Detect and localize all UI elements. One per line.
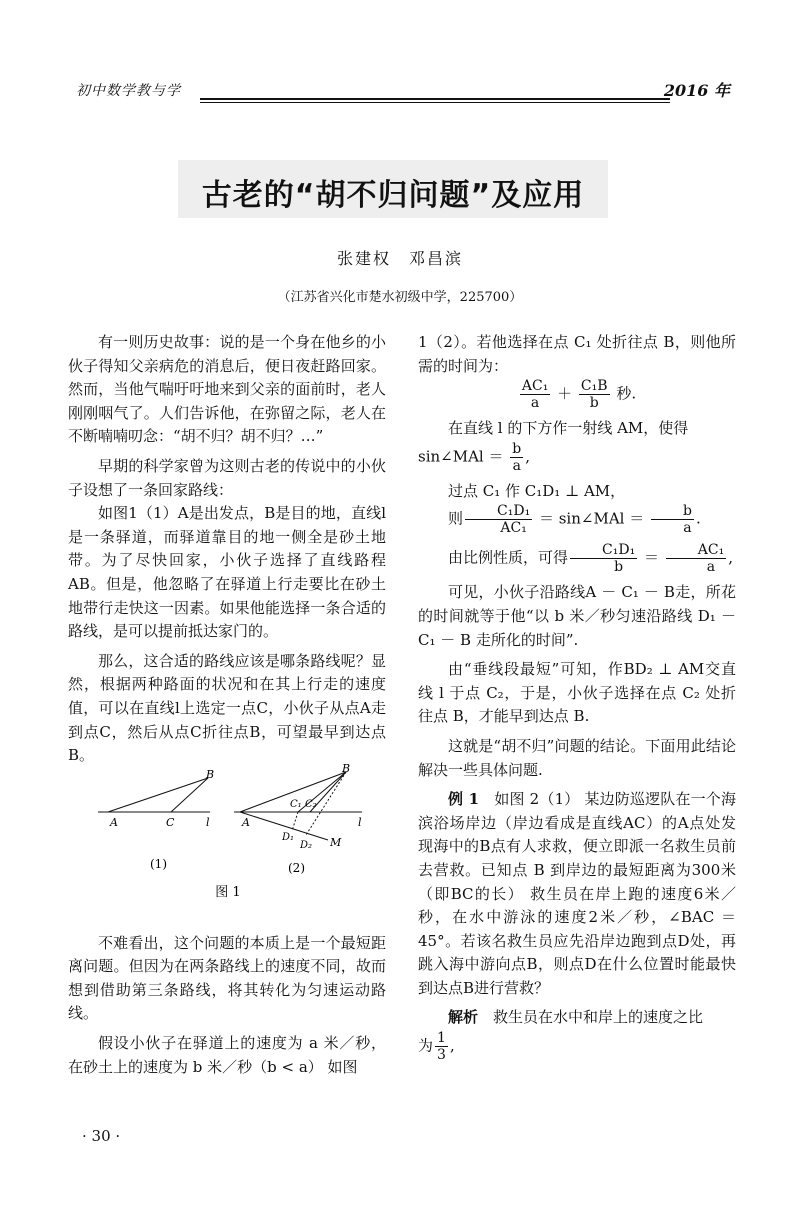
fraction: $\frac{\text{AC₁}}{a}$ (666, 542, 726, 575)
authors: 张建权 邓昌滨 (336, 249, 463, 268)
page-number: · 30 · (82, 1127, 121, 1145)
segment-ab-1 (108, 778, 208, 812)
analysis-paragraph: 解析 救生员在水中和岸上的速度之比 (448, 1008, 704, 1027)
equation-ratio-result: 为 $\frac{1}{3}$ , (418, 1030, 455, 1064)
paragraph: 早期的科学家曾为这则古老的传说中的小伙子设想了一条回家路线： (68, 456, 386, 499)
journal-name: 初中数学教与学 (76, 83, 181, 99)
equation-sin: sin∠MAl ＝ $\frac{b}{a}$ , (418, 440, 531, 474)
fraction: $\frac{b}{a}$ (512, 440, 522, 474)
label-a1: A (110, 815, 118, 829)
right-column (418, 331, 736, 1063)
analysis-label: 解析 (448, 1008, 479, 1027)
paragraph: 假设小伙子在驿道上的速度为 a 米／秒，在砂土上的速度为 b 米／秒（b < a） 如图 (68, 1034, 386, 1076)
affiliation: （江苏省兴化市楚水初级中学，225700） (277, 290, 523, 305)
segment-cb-1 (171, 778, 208, 812)
header-rule-thin (200, 102, 670, 103)
label-l1: l (206, 815, 210, 829)
paragraph: 可见，小伙子沿路线A － C₁ － B走，所花的时间就等于他“以 b 米／秒匀速沿路线 D₁ － C₁ － B 走所化的时间”. (418, 583, 736, 649)
example-paragraph: 例 1 如图 2（1） 某边防巡逻队在一个海滨浴场岸边（岸边看成是直线AC）的A点处发现海中的B点有人求救，便立即派一名救生员前去营救。已知点 B 到岸边的最短距离为300米（即BC的长） 救生员在岸上跑的速度6米／秒，在水中游泳的速度2米／秒，∠BAC ＝ 45°。若该名救生员应先沿岸边跑到点D处，再跳入海中游向点B，则点D在什么位置时能最快到达点B进行营救？ (418, 790, 736, 997)
header-rule (200, 98, 670, 100)
fraction: $\frac{\text{C₁D₁}}{b}$ (570, 542, 637, 575)
paragraph: 如图1（1）A是出发点，B是目的地，直线l是一条驿道，而驿道靠目的地一侧全是砂土地带。为了尽快回家，小伙子选择了直线路程AB。但是，他忽略了在驿道上行走要比在砂土地带行走快这一因素。如果他能选择一条合适的路线，是可以提前抵达家门的。 (68, 504, 386, 641)
label-d1: D₁ (282, 831, 295, 843)
paragraph: 1（2）。若他选择在点 C₁ 处折往点 B，则他所需的时间为： (418, 333, 736, 375)
equation-proportion: 由比例性质，可得 $\frac{\text{C₁D₁}}{b}$ ＝ $\frac{\text{AC₁}}{a}$ , (448, 542, 733, 576)
example-label: 例 1 (448, 790, 480, 809)
title-banner (178, 160, 608, 218)
label-c2: C₂ (305, 798, 317, 810)
paragraph: 这就是“胡不归”问题的结论。下面用此结论解决一些具体问题. (418, 736, 736, 779)
fraction: $\frac{\text{C₁B}}{b}$ (580, 378, 608, 412)
fraction: $\frac{\text{AC₁}}{a}$ (521, 378, 549, 412)
figure-caption: 图 1 (215, 884, 241, 900)
paragraph: 在直线 l 的下方作一射线 AM，使得 (448, 419, 689, 438)
equation-time: $\frac{\text{AC₁}}{a}$ ＋ $\frac{\text{C₁B}}{b}$ 秒. (521, 378, 637, 412)
paragraph: 那么，这合适的路线应该是哪条路线呢？显然，根据两种路面的状况和在其上行走的速度值，可以在直线l上选定一点C，小伙子从点A走到点C，然后从点C折往点B，可望最早到达点B。 (68, 651, 386, 765)
label-l2: l (358, 815, 362, 829)
figure-1 (68, 761, 386, 926)
label-b1: B (206, 767, 215, 781)
label-m: M (330, 835, 342, 849)
label-b2: B (342, 761, 351, 775)
subfigure-1-label: (1) (150, 856, 167, 871)
equation-ratio: 则 $\frac{\text{C₁D₁}}{\text{AC₁}}$ ＝ sin∠MAl ＝ $\frac{b}{a}$ . (448, 503, 701, 537)
journal-year: 2016 年 (663, 81, 730, 100)
article-title: 古老的“胡不归问题”及应用 (201, 178, 585, 213)
left-column (68, 331, 386, 1079)
label-c: C (166, 815, 175, 829)
subfigure-2-label: (2) (288, 860, 305, 875)
label-a2: A (242, 815, 250, 829)
running-header (70, 80, 730, 102)
paragraph: 不难看出，这个问题的本质上是一个最短距离问题。但因为在两条路线上的速度不同，故而想到借助第三条路线，将其转化为匀速运动路线。 (68, 933, 386, 1023)
paragraph: 过点 C₁ 作 C₁D₁ ⊥ AM， (448, 481, 626, 500)
fraction: $\frac{b}{a}$ (651, 503, 694, 536)
fraction: $\frac{\text{C₁D₁}}{\text{AC₁}}$ (465, 503, 532, 536)
paragraph: 由“垂线段最短”可知，作BD₂ ⊥ AM交直线 l 于点 C₂，于是，小伙子选择在点 C₂ 处折往点 B，才能早到达点 B. (418, 660, 736, 726)
label-d2: D₂ (300, 839, 313, 851)
fraction: $\frac{1}{3}$ (437, 1030, 446, 1064)
figure-1-diagram (68, 761, 386, 926)
segment-c1d1 (292, 812, 298, 831)
label-c1: C₁ (290, 798, 302, 810)
paragraph: 有一则历史故事：说的是一个身在他乡的小伙子得知父亲病危的消息后，便日夜赶路回家。然而，当他气喘吁吁地来到父亲的面前时，老人刚刚咽气了。人们告诉他，在弥留之际，老人在不断喃喃叨念：“胡不归？胡不归？…” (68, 333, 386, 446)
